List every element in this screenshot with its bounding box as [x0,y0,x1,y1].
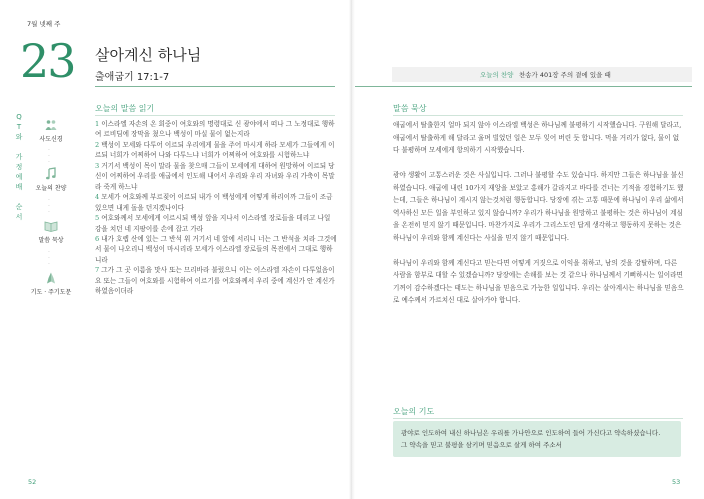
vertical-char: Q [16,113,22,121]
verse-number: 3 [95,161,100,170]
side-item-label: 사도신경 [39,136,63,143]
hymn-label: 오늘의 찬양 [480,71,514,79]
praying-hands-icon [44,271,58,285]
verse-number: 6 [95,234,100,243]
verse-number: 5 [95,214,100,223]
title-divider [95,86,335,87]
meditation-body [393,119,685,319]
scripture-reference: 출애굽기 17:1-7 [95,72,170,83]
meditation-paragraph: 애굽에서 탈출한지 얼마 되지 않아 이스라엘 백성은 하나님께 불평하기 시작했습니다. 구원해 달라고, 애굽에서 탈출하게 해 달라고 울며 빌었던 일은 모두 잊어 버린 듯 합니다. 먹을 거리가 없다, 물이 없다 불평하며 모세에게 항의하기 시작했습니다. [393,121,682,154]
dotted-connector: · · · [48,249,50,268]
verse-number: 4 [95,193,100,202]
verse-text: 내가 호렙 산에 있는 그 반석 위 거기서 네 앞에 서리니 너는 그 반석을 치라 그것에서 물이 나오리니 백성이 마시리라 모세가 이스라엘 장로들의 목전에서 그대로 행하니라 [95,234,337,264]
verse [95,140,337,161]
verse [95,234,337,265]
vertical-char: T [16,123,22,131]
side-item-label: 기도 · 주기도문 [30,289,72,296]
verse-text: 거기서 백성이 목이 말라 물을 찾으매 그들이 모세에게 대하여 원망하여 이르되 당신이 어찌하여 우리를 애굽에서 인도해 내어서 우리와 우리 자녀와 우리 가축이 목말라 죽게 하느냐 [95,161,335,191]
vertical-char: 배 [15,183,23,191]
day-number: 23 [20,34,75,88]
prayer-heading: 오늘의 기도 [393,407,435,416]
right-page [352,0,704,499]
page-number-right: 53 [672,478,681,486]
vertical-char: 가 [15,153,23,161]
reading-divider [95,115,335,116]
verse-text: 이스라엘 자손의 온 회중이 여호와의 명령대로 신 광야에서 떠나 그 노정대로 행하여 르비딤에 장막을 쳤으나 백성이 마실 물이 없는지라 [95,120,335,139]
meditation-paragraph: 하나님이 우리와 함께 계신다고 믿는다면 어떻게 거짓으로 이익을 취하고, 남의 것을 강탈하며, 다른 사람을 함부로 대할 수 있겠습니까? 당장에는 손해를 보는 것 같으나 하나님께서 기뻐하시는 일이라면 기꺼이 감수하겠다는 태도는 하나님을 믿음으로 가능한 일입니다. 우리는 살아계시는 하나님을 믿음으로 예수께서 가르치신 대로 살아가야 합니다. [393,258,684,304]
prayer-line: 그 약속을 믿고 불평을 삼키며 믿음으로 살게 하여 주소서 [401,440,562,449]
side-item-prayer [28,271,74,296]
verse [95,119,337,140]
book-gutter [349,0,355,499]
page-title: 살아계신 하나님 [95,46,202,64]
prayer-divider [393,418,683,419]
verse-number: 7 [95,266,100,275]
verse [95,265,337,296]
scripture-passage [95,119,337,297]
side-item-meditation [28,219,74,244]
side-item-label: 오늘의 찬양 [35,185,67,192]
open-book-icon [44,219,58,233]
vertical-section-label [14,112,24,222]
verse-text: 백성이 모세와 다투어 이르되 우리에게 물을 주어 마시게 하라 모세가 그들에게 이르되 너희가 어찌하여 나와 다투느냐 너희가 어찌하여 여호와를 시험하느냐 [95,140,335,160]
verse-number: 2 [95,140,100,149]
week-label: 7월 넷째 주 [27,20,61,28]
vertical-char [14,192,24,202]
dotted-connector: · · · [48,147,50,166]
verse-text: 모세가 여호와께 부르짖어 이르되 내가 이 백성에게 어떻게 하리이까 그들이 조금 있으면 내게 돌을 던지겠나이다 [95,193,333,212]
title-divider-right [352,86,692,87]
prayer-box [393,421,681,457]
vertical-char: 와 [15,133,23,141]
side-item-hymn [28,167,74,192]
music-note-icon [44,167,58,181]
side-item-label: 말씀 묵상 [38,237,64,244]
vertical-char: 서 [15,213,23,221]
verse-text: 여호와께서 모세에게 이르시되 백성 앞을 지나서 이스라엘 장로들을 데리고 나일 강을 치던 네 지팡이를 손에 잡고 가라 [95,214,331,233]
dotted-connector: · · · [48,197,50,216]
side-item-creed [28,118,74,143]
vertical-char: 순 [15,203,23,211]
verse-number: 1 [95,120,100,128]
verse [95,192,337,213]
vertical-char: 예 [15,173,23,181]
verse [95,213,337,234]
vertical-char: 정 [15,163,23,171]
family-people-icon [44,118,58,132]
reading-heading: 오늘의 말씀 읽기 [95,104,155,113]
meditation-divider [393,115,683,116]
verse-text: 그가 그 곳 이름을 맛사 또는 므리바라 불렀으니 이는 이스라엘 자손이 다투었음이요 또는 그들이 여호와를 시험하여 이르기를 여호와께서 우리 중에 계신가 안 계신가 하였음이더라 [95,266,335,296]
meditation-paragraph: 광야 생활이 고통스러운 것은 사실입니다. 그러나 불평할 수도 있습니다. 하지만 그들은 하나님을 불신하였습니다. 애굽에 내린 10가지 재앙을 보았고 홍해가 갈라지고 바다를 건너는 기적을 경험하기도 했는데, 그들은 하나님이 계시지 않는것처럼 행동합니다. 당장에 겪는 고통 때문에 하나님이 우리 삶에서 역사하신 모든 일을 부인하고 있지 않습니까? 우리가 하나님을 원망하고 불평하는 것은 하나님이 계심을 온전히 믿지 않기 때문입니다. 마찬가지로 우리가 그리스도인 답게 생각하고 행동하지 못하는 것은 하나님이 우리와 함께 계신다는 사실을 믿지 않기 때문입니다. [393,171,684,242]
vertical-char [14,142,24,152]
meditation-heading: 말씀 묵상 [393,104,427,113]
prayer-line: 광야로 인도하여 내신 하나님은 우리를 가나안으로 인도하여 들어 가신다고 약속하셨습니다. [401,429,661,437]
hymn-title: 찬송가 401장 주의 곁에 있을 때 [519,71,611,79]
page-number-left: 52 [28,478,37,486]
verse [95,161,337,192]
